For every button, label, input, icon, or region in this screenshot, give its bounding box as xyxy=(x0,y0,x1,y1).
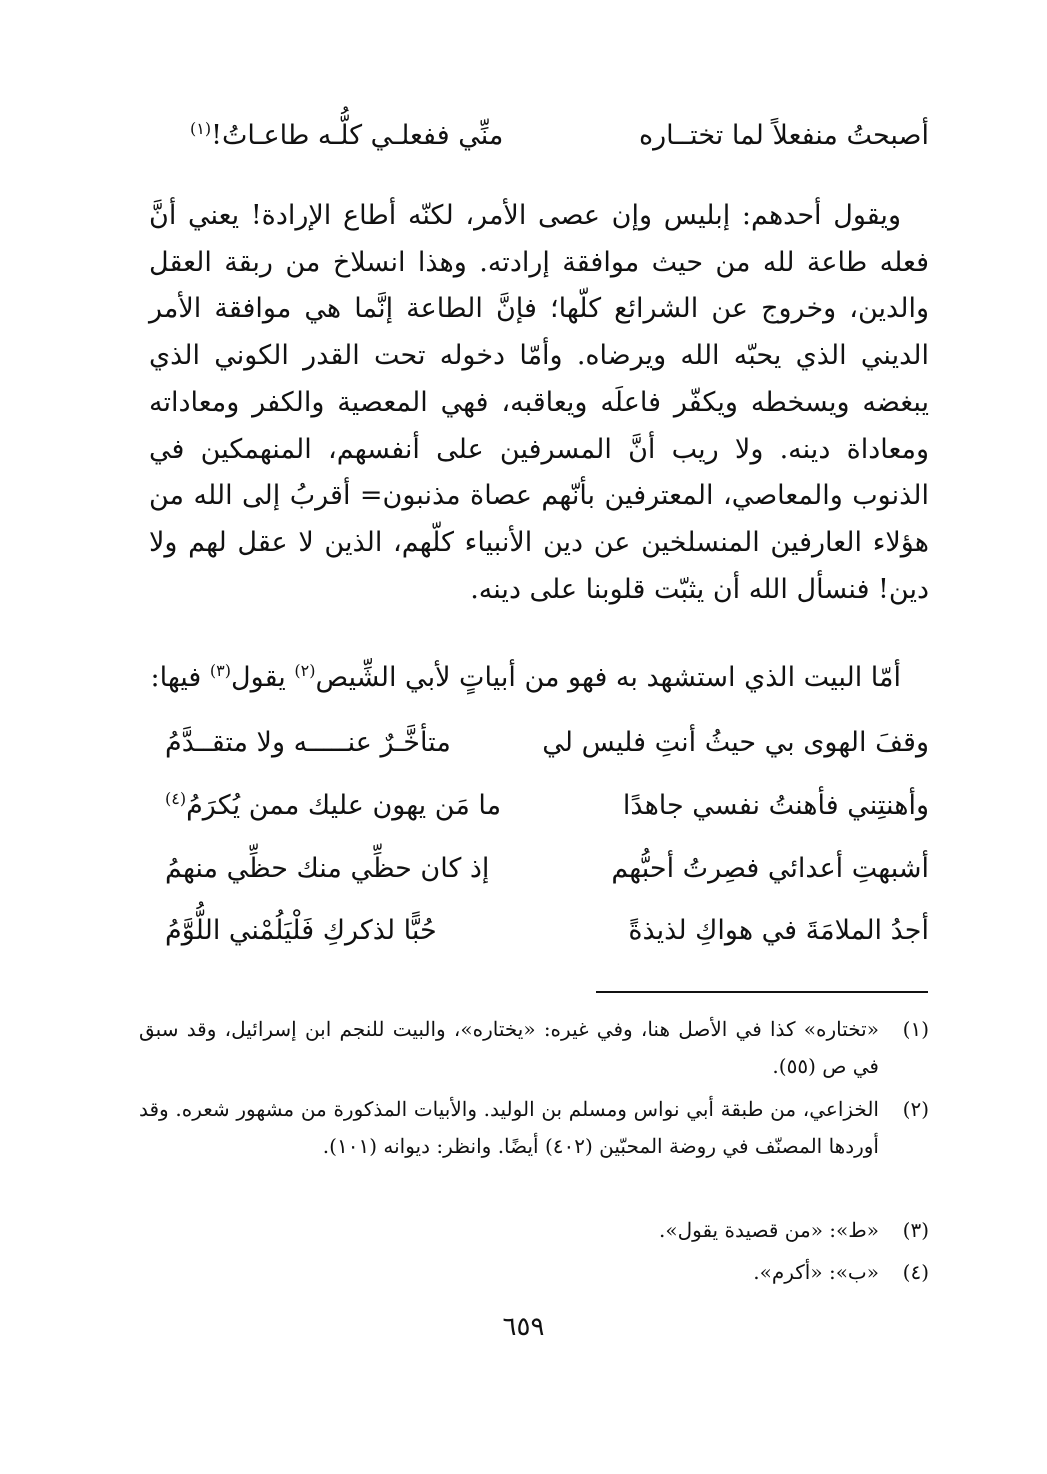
footnote-2 xyxy=(139,1091,929,1165)
verse-1-right xyxy=(542,727,929,759)
footnote-ref-1: (١) xyxy=(190,119,212,138)
verse-top-left-text: منِّي ففعلـي كلُّـه طاعـاتُ! xyxy=(211,120,504,151)
verse-4-right xyxy=(628,915,929,947)
footnote-ref-4: (٤) xyxy=(165,789,187,808)
verse-1-left-text: متأخَّـرٌ عنـــــه ولا متقــدَّمُ xyxy=(165,727,451,758)
verse-4-right-text: أجدُ الملامَةَ في هواكِ لذيذةً xyxy=(628,915,929,946)
verse-4-left-text: حُبًّا لذكركِ فَلْيَلُمْني اللُّوَّمُ xyxy=(165,915,437,946)
verse-top-left-hemistich xyxy=(190,120,503,152)
verse-2-left xyxy=(165,790,501,822)
footnote-2-text: الخزاعي، من طبقة أبي نواس ومسلم بن الوليد. والأبيات المذكورة من مشهور شعره. وقد أوردها المصنّف في روضة المحبّين (٤٠٢) أيضًا. وانظر: ديوانه (١٠١). xyxy=(139,1097,879,1158)
verse-3-right-text: أشبهتِ أعدائي فصِرتُ أحبُّهم xyxy=(611,853,929,884)
footnote-ref-2: (٢) xyxy=(294,661,316,680)
footnote-4-text: «ب»: «أكرم». xyxy=(753,1260,879,1284)
verse-3-right xyxy=(611,853,929,885)
verse-2-left-text: ما مَن يهون عليك ممن يُكرَمُ xyxy=(186,790,502,821)
footnote-4 xyxy=(139,1254,929,1291)
footnote-3-number: (٣) xyxy=(902,1218,929,1242)
verse-3-left xyxy=(165,853,489,885)
paragraph-main: ويقول أحدهم: إبليس وإن عصى الأمر، لكنّه أطاع الإرادة! يعني أنَّ فعله طاعة لله من حيث موافقة إرادته. وهذا انسلاخ من ربقة العقل والدين، وخروج عن الشرائع كلّها؛ فإنَّ الطاعة إنَّما هي موافقة الأمر الديني الذي يحبّه الله ويرضاه. وأمّا دخوله تحت القدر الكوني الذي يبغضه ويسخطه ويكفّر فاعلَه ويعاقبه، فهي المعصية والكفر ومعاداته ومعاداة دينه. ولا ريب أنَّ المسرفين على أنفسهم، المنهمكين في الذنوب والمعاصي، المعترفين بأنّهم عصاة مذنبون= أقربُ إلى الله من هؤلاء العارفين المنسلخين عن دين الأنبياء كلّهم، الذين لا عقل لهم ولا دين! فنسأل الله أن يثبّت قلوبنا على دينه. xyxy=(149,200,929,605)
paragraph-intro xyxy=(149,655,929,702)
verse-3-left-text: إذ كان حظِّي منك حظِّي منهمُ xyxy=(165,853,490,884)
verse-4-left xyxy=(165,915,437,947)
footnote-2-number: (٢) xyxy=(902,1097,929,1121)
footnote-1 xyxy=(139,1011,929,1085)
verse-1-left xyxy=(165,727,451,759)
footnote-3-text: «ط»: «من قصيدة يقول». xyxy=(658,1218,879,1242)
paragraph-intro-part1: أمّا البيت الذي استشهد به فهو من أبياتٍ لأبي الشِّيص xyxy=(315,662,901,693)
footnote-separator xyxy=(596,991,928,993)
verse-2-right xyxy=(623,790,929,822)
verse-2-right-text: وأهنتِني فأهنتُ نفسي جاهدًا xyxy=(622,790,929,821)
verse-top-right-text: أصبحتُ منفعلاً لما تختــاره xyxy=(638,120,929,151)
paragraph-intro-part2: يقول xyxy=(231,662,295,693)
paragraph-intro-part3: فيها: xyxy=(150,662,210,693)
footnote-3 xyxy=(139,1212,929,1249)
footnote-ref-3: (٣) xyxy=(209,661,232,680)
footnote-1-text: «تختاره» كذا في الأصل هنا، وفي غيره: «يختاره»، والبيت للنجم ابن إسرائيل، وقد سبق في ص (٥٥). xyxy=(139,1017,879,1078)
footnote-4-number: (٤) xyxy=(902,1260,929,1284)
verse-1-right-text: وقفَ الهوى بي حيثُ أنتِ فليس لي xyxy=(542,727,929,758)
page-number: ٦٥٩ xyxy=(502,1312,545,1342)
footnote-1-number: (١) xyxy=(902,1017,929,1041)
verse-top-right-hemistich xyxy=(639,120,929,152)
